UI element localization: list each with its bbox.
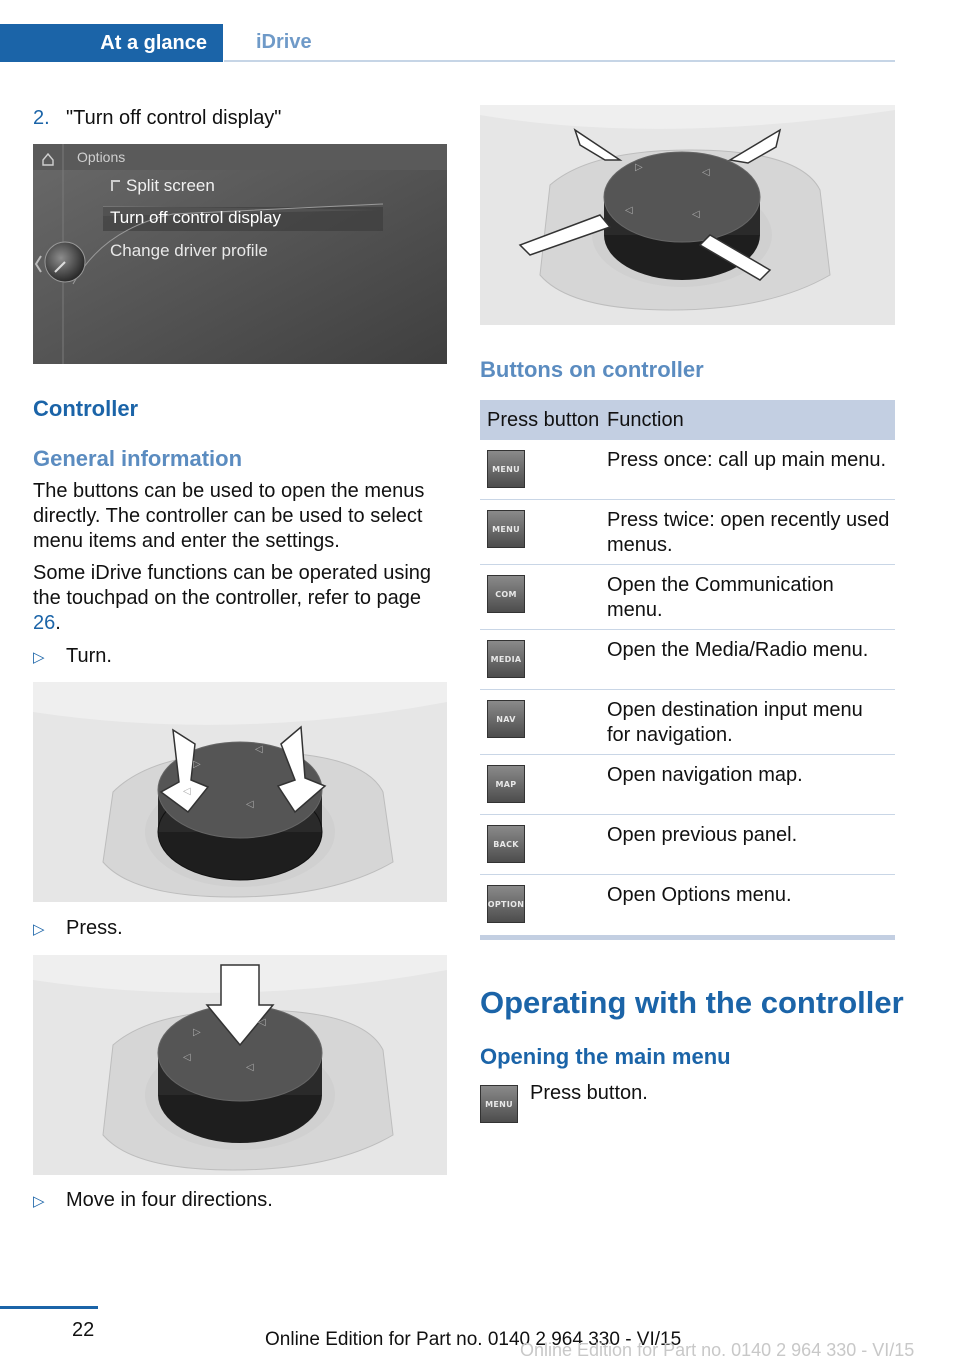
table-row [480,565,895,630]
row-function: Open navigation map. [607,764,803,786]
bullet-turn: Turn. [66,645,112,667]
menu-item-turn-off-display: Turn off control display [110,208,282,227]
table-bottom-rule [480,935,895,940]
buttons-table [480,400,895,940]
svg-text:◁: ◁ [702,167,710,178]
svg-text:◁: ◁ [692,209,700,220]
back-button-icon: BACK [487,825,525,863]
menu-item-split-screen: Split screen [111,176,215,196]
row-function: Open Options menu. [607,884,792,906]
bullet-icon: ▷ [33,921,45,938]
watermark: Online Edition for Part no. 0140 2 964 330 - VI/15 [520,1340,915,1360]
svg-text:▷: ▷ [635,162,643,173]
controller-para2: Some iDrive functions can be operated using the touchpad on the controller, refer to page 26. [33,562,432,634]
svg-text:◁: ◁ [625,205,633,216]
media-button-icon: MEDIA [487,640,525,678]
nav-button-icon: NAV [487,700,525,738]
svg-text:◁: ◁ [258,1017,266,1028]
row-function: Open destination input menu for navigation. [607,699,863,746]
svg-text:◁: ◁ [246,799,254,810]
buttons-heading: Buttons on controller [480,357,704,382]
row-function: Open previous panel. [607,824,798,846]
bullet-press: Press. [66,917,123,939]
bullet-move: Move in four directions. [66,1189,273,1211]
controller-press-image [33,955,447,1175]
edition-text: Online Edition for Part no. 0140 2 964 330 - VI/15 [265,1329,682,1350]
footer-rule [0,1306,98,1309]
control-display-image [33,144,447,364]
controller-para1: The buttons can be used to open the menus directly. The controller can be used to select menu items and enter the settings. [33,480,425,552]
svg-text:▷: ▷ [193,759,201,770]
svg-text:▷: ▷ [193,1027,201,1038]
menu-button-icon: MENU [487,450,525,488]
tab-at-a-glance[interactable]: At a glance [0,24,223,62]
row-function: Press once: call up main menu. [607,449,887,471]
col-press-button: Press button [487,408,600,431]
step-number: 2. [33,107,50,129]
controller-turn-image [33,682,447,902]
main-menu-subheading: Opening the main menu [480,1044,731,1069]
menu-button-icon: MENU [480,1085,518,1123]
table-row [480,690,895,755]
table-row [480,500,895,565]
page-link[interactable]: 26 [33,612,56,634]
option-button-icon: OPTION [487,885,525,923]
options-label: Options [77,149,126,165]
table-row [480,630,895,690]
press-button-text: Press button. [530,1082,648,1104]
svg-text:◁: ◁ [246,1062,254,1073]
svg-text:◁: ◁ [255,744,263,755]
row-function: Open the Communication menu. [607,574,834,621]
map-button-icon: MAP [487,765,525,803]
com-button-icon: COM [487,575,525,613]
split-screen-icon [111,180,120,191]
general-info-heading: General information [33,446,243,471]
row-function: Press twice: open recently used menus. [607,509,890,556]
svg-text:◁: ◁ [183,1052,191,1063]
row-function: Open the Media/Radio menu. [607,639,869,661]
controller-heading: Controller [33,396,139,421]
bullet-icon: ▷ [33,1193,45,1210]
table-row [480,755,895,815]
table-row [480,815,895,875]
table-header [480,400,895,440]
menu-button-icon: MENU [487,510,525,548]
menu-item-change-driver-profile: Change driver profile [110,241,268,260]
table-row [480,440,895,500]
table-row [480,875,895,935]
operating-heading: Operating with the controller [480,985,904,1020]
col-function: Function [607,408,684,431]
svg-text:◁: ◁ [183,786,191,797]
tab-idrive[interactable]: iDrive [224,24,895,62]
bullet-icon: ▷ [33,649,45,666]
controller-move-image [480,105,895,325]
page-number: 22 [72,1319,95,1341]
step-text: "Turn off control display" [66,107,282,129]
